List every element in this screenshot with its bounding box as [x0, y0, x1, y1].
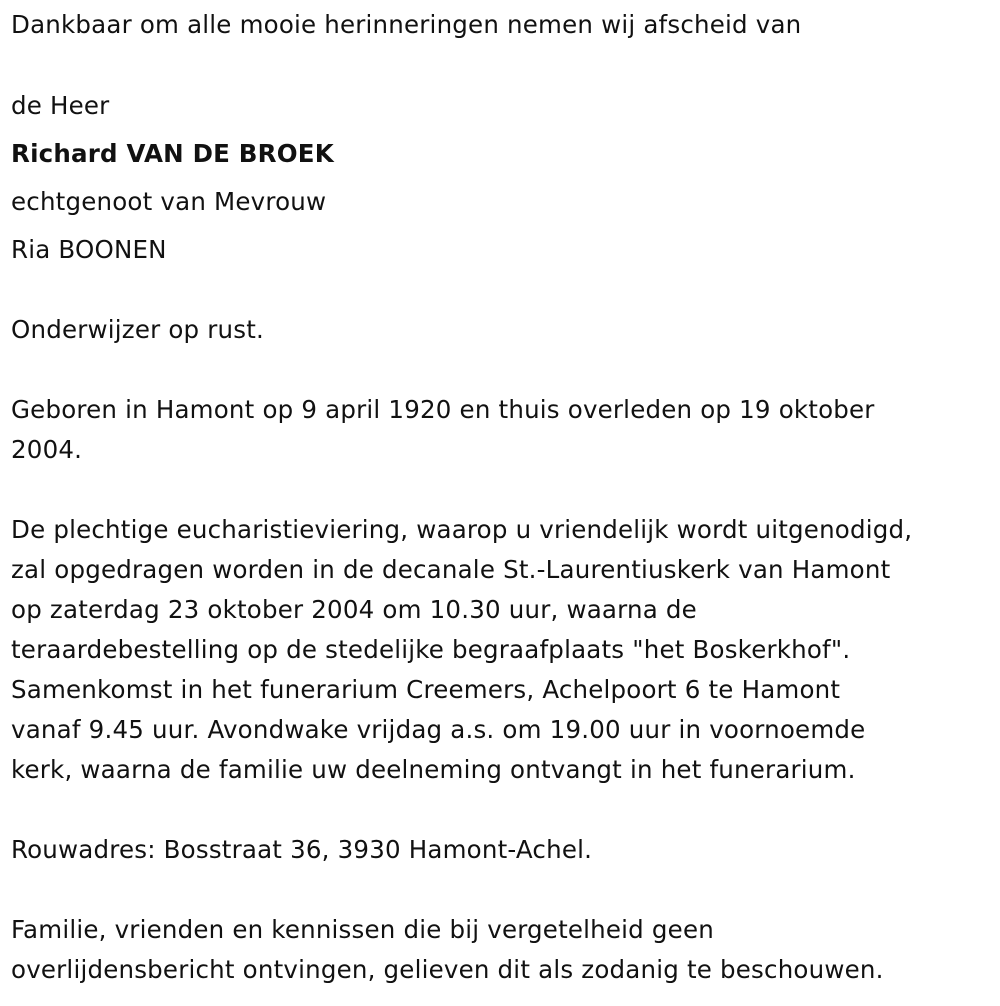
- closing-line: overlijdensbericht ontvingen, gelieven dit als zodanig te beschouwen.: [11, 955, 884, 984]
- birth-death-line: Geboren in Hamont op 9 april 1920 en thuis overleden op 19 oktober: [11, 395, 875, 424]
- ceremony-line: vanaf 9.45 uur. Avondwake vrijdag a.s. om 19.00 uur in voornoemde: [11, 715, 866, 744]
- ceremony-line: Samenkomst in het funerarium Creemers, Achelpoort 6 te Hamont: [11, 675, 841, 704]
- birth-death-line: 2004.: [11, 435, 83, 464]
- profession-text: Onderwijzer op rust.: [11, 315, 265, 344]
- deceased-name: Richard VAN DE BROEK: [11, 139, 334, 168]
- mourning-address: Rouwadres: Bosstraat 36, 3930 Hamont-Achel.: [11, 835, 593, 864]
- spouse-intro: echtgenoot van Mevrouw: [11, 187, 327, 216]
- intro-text: Dankbaar om alle mooie herinneringen nemen wij afscheid van: [11, 10, 802, 39]
- spouse-name: Ria BOONEN: [11, 235, 167, 264]
- title-prefix: de Heer: [11, 91, 110, 120]
- ceremony-line: op zaterdag 23 oktober 2004 om 10.30 uur, waarna de: [11, 595, 697, 624]
- ceremony-line: zal opgedragen worden in de decanale St.-Laurentiuskerk van Hamont: [11, 555, 891, 584]
- ceremony-line: De plechtige eucharistieviering, waarop u vriendelijk wordt uitgenodigd,: [11, 515, 913, 544]
- ceremony-line: teraardebestelling op de stedelijke begraafplaats "het Boskerkhof".: [11, 635, 851, 664]
- ceremony-line: kerk, waarna de familie uw deelneming ontvangt in het funerarium.: [11, 755, 856, 784]
- closing-line: Familie, vrienden en kennissen die bij vergetelheid geen: [11, 915, 714, 944]
